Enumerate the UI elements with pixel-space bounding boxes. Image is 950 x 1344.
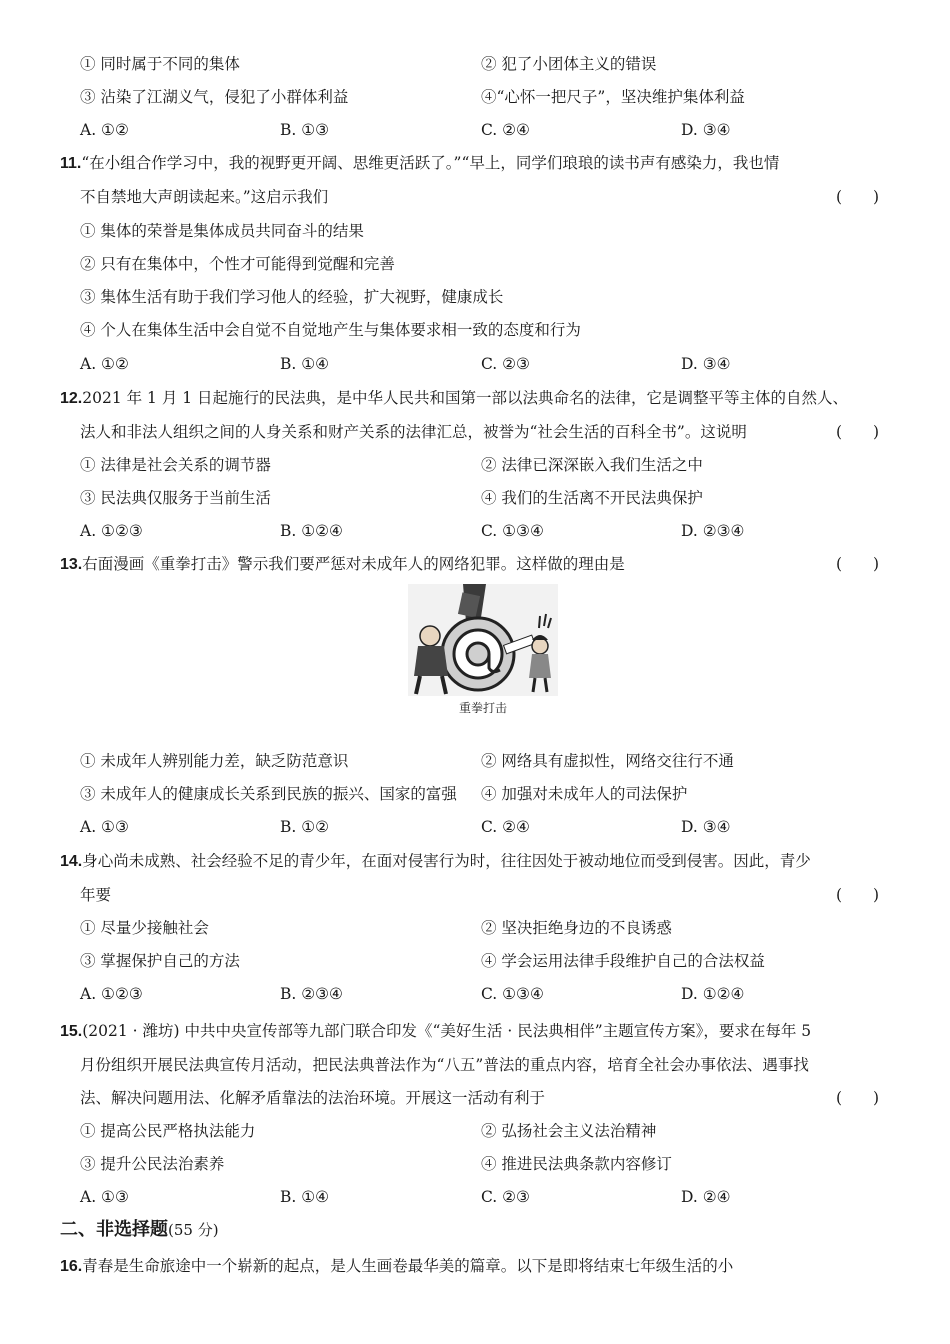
cartoon-criminal-body	[414, 646, 448, 676]
q14-number: 14.	[60, 853, 83, 870]
q14-option-3: ③ 掌握保护自己的方法	[80, 952, 240, 970]
cartoon-at-core	[467, 643, 489, 665]
q12-option-2: ② 法律已深深嵌入我们生活之中	[481, 456, 703, 474]
q14-choice-d[interactable]: D. ①②④	[681, 985, 745, 1003]
q14-option-2: ② 坚决拒绝身边的不良诱惑	[481, 919, 672, 937]
q15-answer-blank[interactable]: ( )	[836, 1089, 880, 1107]
section-2-points: (55 分)	[168, 1221, 219, 1239]
section-2-heading	[60, 1220, 219, 1240]
q13-stem-line-1	[60, 554, 625, 575]
q12-option-1: ① 法律是社会关系的调节器	[80, 456, 271, 474]
q13-choice-d[interactable]: D. ③④	[681, 818, 731, 836]
q12-answer-blank[interactable]: ( )	[836, 423, 880, 441]
q12-option-4: ④ 我们的生活离不开民法典保护	[481, 489, 703, 507]
q11-stem-line-1	[60, 153, 779, 174]
q15-number: 15.	[60, 1023, 83, 1040]
q10-option-1: ① 同时属于不同的集体	[80, 55, 240, 73]
q15-choice-d[interactable]: D. ②④	[681, 1188, 731, 1206]
q12-choice-d[interactable]: D. ②③④	[681, 522, 745, 540]
q11-choice-a[interactable]: A. ①②	[80, 355, 129, 373]
q15-choice-a[interactable]: A. ①③	[80, 1188, 129, 1206]
q11-choice-c[interactable]: C. ②③	[481, 355, 530, 373]
cartoon-child-head	[532, 638, 548, 654]
q15-option-4: ④ 推进民法典条款内容修订	[481, 1155, 672, 1173]
q10-choice-a[interactable]: A. ①②	[80, 121, 129, 139]
q11-option-1: ① 集体的荣誉是集体成员共同奋斗的结果	[80, 222, 364, 240]
q14-choice-c[interactable]: C. ①③④	[481, 985, 544, 1003]
q11-option-2: ② 只有在集体中，个性才可能得到觉醒和完善	[80, 255, 395, 273]
q10-option-3: ③ 沾染了江湖义气，侵犯了小群体利益	[80, 88, 349, 106]
q16-number: 16.	[60, 1258, 83, 1275]
q16-stem-line-1	[60, 1256, 733, 1277]
q15-option-2: ② 弘扬社会主义法治精神	[481, 1122, 657, 1140]
q16-stem-text-1: 青春是生命旅途中一个崭新的起点，是人生画卷最华美的篇章。以下是即将结束七年级生活的小	[82, 1257, 734, 1275]
q11-stem-line-2: 不自禁地大声朗读起来。”这启示我们	[80, 188, 329, 206]
cartoon-illustration	[408, 584, 558, 696]
q13-choice-b[interactable]: B. ①②	[280, 818, 330, 836]
q12-option-3: ③ 民法典仅服务于当前生活	[80, 489, 271, 507]
q15-stem-text-1: (2021 · 潍坊) 中共中央宣传部等九部门联合印发《“美好生活 · 民法典相伴”主题宣传方案》，要求在每年 5	[82, 1022, 812, 1040]
q13-option-3: ③ 未成年人的健康成长关系到民族的振兴、国家的富强	[80, 785, 457, 803]
q15-option-3: ③ 提升公民法治素养	[80, 1155, 225, 1173]
q12-number: 12.	[60, 390, 83, 407]
q11-answer-blank[interactable]: ( )	[836, 188, 880, 206]
q11-choice-b[interactable]: B. ①④	[280, 355, 330, 373]
q12-stem-text-1: 2021 年 1 月 1 日起施行的民法典，是中华人民共和国第一部以法典命名的法律，它是调整平等主体的自然人、	[82, 389, 849, 407]
q12-choice-c[interactable]: C. ①③④	[481, 522, 544, 540]
q14-option-4: ④ 学会运用法律手段维护自己的合法权益	[481, 952, 765, 970]
q14-choice-a[interactable]: A. ①②③	[80, 985, 143, 1003]
q12-choice-b[interactable]: B. ①②④	[280, 522, 343, 540]
q14-stem-line-1	[60, 851, 811, 872]
q12-stem-line-2: 法人和非法人组织之间的人身关系和财产关系的法律汇总，被誉为“社会生活的百科全书”。这说明	[80, 423, 747, 441]
q15-choice-c[interactable]: C. ②③	[481, 1188, 530, 1206]
q13-option-4: ④ 加强对未成年人的司法保护	[481, 785, 688, 803]
q11-option-4: ④ 个人在集体生活中会自觉不自觉地产生与集体要求相一致的态度和行为	[80, 321, 581, 339]
q10-option-4: ④“心怀一把尺子”，坚决维护集体利益	[481, 88, 745, 106]
q10-choice-d[interactable]: D. ③④	[681, 121, 731, 139]
q10-option-2: ② 犯了小团体主义的错误	[481, 55, 657, 73]
q15-stem-line-3: 法、解决问题用法、化解矛盾靠法的法治环境。开展这一活动有利于	[80, 1089, 546, 1107]
q14-stem-text-1: 身心尚未成熟、社会经验不足的青少年，在面对侵害行为时，往往因处于被动地位而受到侵害。因此，青少	[82, 852, 811, 870]
q14-choice-b[interactable]: B. ②③④	[280, 985, 343, 1003]
q14-stem-line-2: 年要	[80, 886, 112, 904]
section-2-title: 二、非选择题	[60, 1219, 168, 1240]
q11-choice-d[interactable]: D. ③④	[681, 355, 731, 373]
q13-number: 13.	[60, 556, 83, 573]
q15-stem-line-1	[60, 1021, 811, 1042]
cartoon-criminal-head	[420, 626, 440, 646]
q14-answer-blank[interactable]: ( )	[836, 886, 880, 904]
q12-choice-a[interactable]: A. ①②③	[80, 522, 143, 540]
q13-option-1: ① 未成年人辨别能力差，缺乏防范意识	[80, 752, 349, 770]
q13-choice-c[interactable]: C. ②④	[481, 818, 530, 836]
q11-number: 11.	[60, 155, 82, 172]
q15-choice-b[interactable]: B. ①④	[280, 1188, 330, 1206]
q10-choice-c[interactable]: C. ②④	[481, 121, 530, 139]
q15-option-1: ① 提高公民严格执法能力	[80, 1122, 256, 1140]
q13-option-2: ② 网络具有虚拟性，网络交往行不通	[481, 752, 734, 770]
q15-stem-line-2: 月份组织开展民法典宣传月活动，把民法典普法作为“八五”普法的重点内容，培育全社会办事依法、遇事找	[80, 1056, 809, 1074]
q14-option-1: ① 尽量少接触社会	[80, 919, 209, 937]
q13-stem-text-1: 右面漫画《重拳打击》警示我们要严惩对未成年人的网络犯罪。这样做的理由是	[82, 555, 625, 573]
q13-choice-a[interactable]: A. ①③	[80, 818, 129, 836]
cartoon-caption: 重拳打击	[458, 701, 507, 715]
q10-choice-b[interactable]: B. ①③	[280, 121, 330, 139]
q13-answer-blank[interactable]: ( )	[836, 555, 880, 573]
q11-stem-text-1: “在小组合作学习中，我的视野更开阔、思维更活跃了。”“早上，同学们琅琅的读书声有感染力，我也情	[81, 154, 780, 172]
q11-option-3: ③ 集体生活有助于我们学习他人的经验，扩大视野，健康成长	[80, 288, 504, 306]
cartoon-child-body	[529, 654, 551, 678]
q12-stem-line-1	[60, 388, 848, 409]
